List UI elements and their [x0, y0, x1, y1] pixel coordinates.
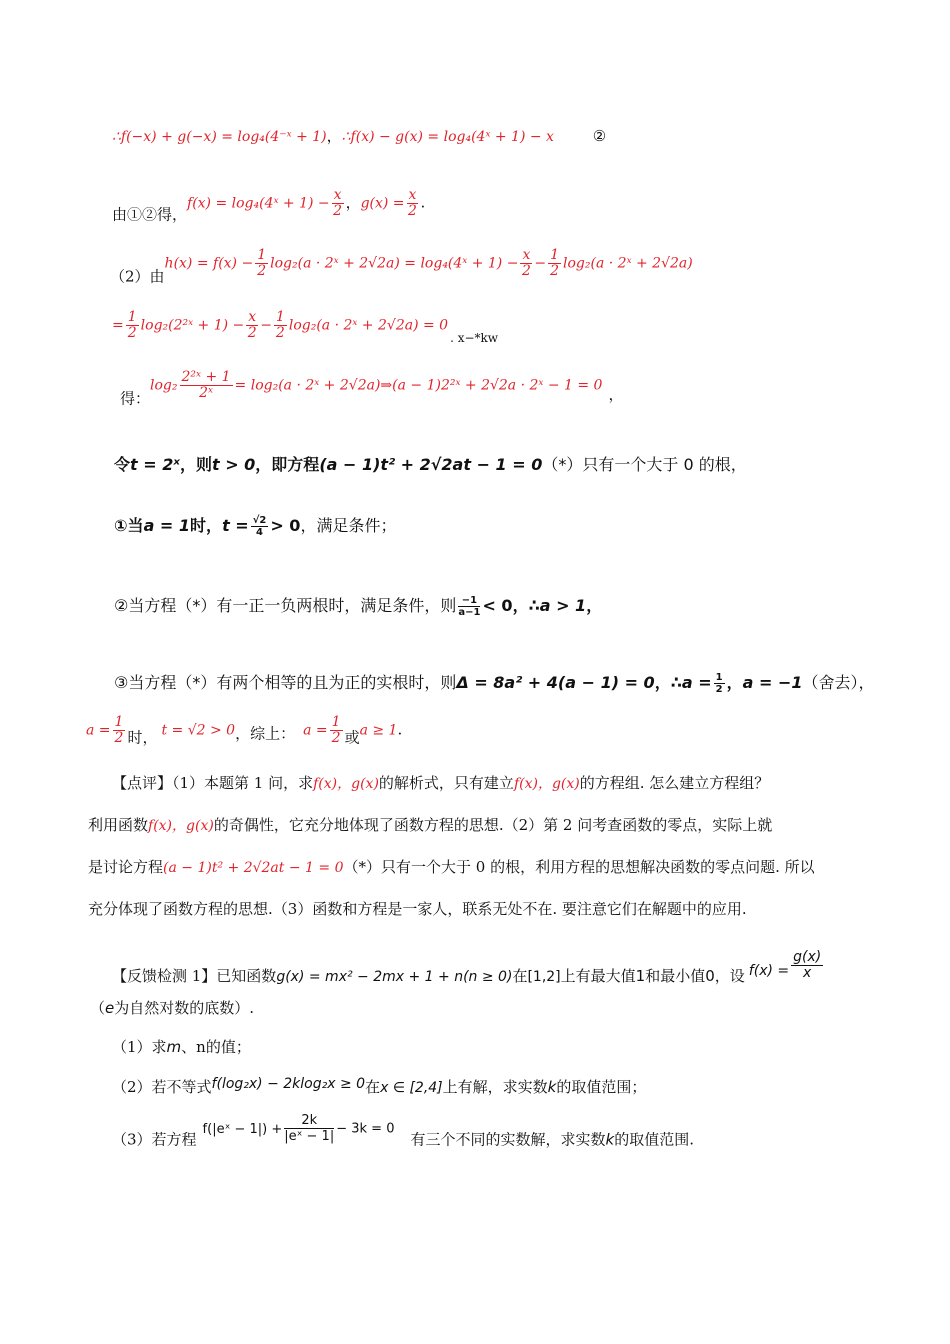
text: 上有解，求实数	[442, 1078, 548, 1096]
text: .	[397, 720, 403, 739]
stray-text: . x−*kw	[450, 330, 499, 345]
text: 和最小值	[645, 967, 706, 985]
text: ，即方程	[255, 455, 320, 474]
text: 是讨论方程	[88, 858, 164, 876]
text: 的方程组. 怎么建立方程组？	[579, 774, 770, 792]
text: 的奇偶性，它充分地体现了函数方程的思想.（2）第 2 问考查函数的零点，实际上就	[213, 816, 773, 834]
math-eq: a =	[681, 673, 712, 692]
text: 时，	[127, 728, 158, 747]
math-eq: log₂	[150, 377, 178, 394]
fraction: $\frac{x}{2}$	[247, 309, 257, 341]
question-line-5	[112, 1113, 694, 1150]
math-eq: f(x)，g(x)	[148, 818, 214, 834]
text: 有三个不同的实数解，求实数	[410, 1130, 606, 1149]
math-eq: f(x) =	[748, 963, 790, 979]
equation-line-3	[110, 248, 693, 287]
text: 令	[114, 455, 131, 474]
text: （*）只有一个大于 0 的根，利用方程的思想解决函数的零点问题. 所以	[343, 858, 815, 876]
circled-mark: ②	[592, 127, 607, 145]
question-line-4	[112, 1074, 646, 1098]
math-eq: 1	[635, 967, 646, 985]
math-eq: log₂(a · 2ˣ + 2√2a) = log₄(4ˣ + 1) −	[270, 255, 519, 272]
text: 的解析式，只有建立	[378, 774, 514, 792]
fraction: $\frac{x}{2}$	[333, 187, 343, 219]
math-eq: 0	[705, 967, 715, 985]
text: 得：	[120, 389, 151, 408]
equation-line-4	[112, 310, 498, 348]
math-eq: Δ = 8a² + 4(a − 1) = 0	[456, 673, 655, 692]
text: （2）由	[110, 267, 165, 286]
text: ，	[608, 385, 624, 404]
math-eq: x ∈ [2,4]	[380, 1080, 443, 1096]
math-eq: a = 1	[143, 516, 191, 535]
text: ，∴	[512, 596, 540, 615]
equation-line-5	[120, 370, 623, 409]
text-line-7	[114, 515, 396, 538]
text: ，设	[714, 967, 745, 985]
text: .	[420, 193, 426, 212]
math-eq: g(x) =	[360, 195, 405, 212]
equation-line-1	[112, 126, 606, 147]
text: （舍去），	[802, 673, 875, 692]
text: ，∴	[654, 673, 682, 692]
text: （	[90, 999, 106, 1017]
fraction: $\frac{1}{2}$	[127, 309, 137, 341]
math-eq: f(x) = log₄(4ˣ + 1) −	[187, 195, 330, 212]
fraction: $\frac{1}{2}$	[257, 247, 267, 279]
math-eq: < 0	[482, 596, 513, 615]
text: 利用函数	[88, 816, 149, 834]
math-eq: f(x)，g(x)	[313, 776, 379, 792]
text: ，	[326, 127, 342, 145]
text: （1）求	[112, 1038, 167, 1056]
fraction: $\frac{√2}{4}$	[252, 515, 267, 538]
text: （2）若不等式	[112, 1078, 212, 1096]
text: ，	[726, 673, 743, 692]
text: 、n的值；	[181, 1038, 251, 1056]
math-eq: (a − 1)t² + 2√2at − 1 = 0	[319, 455, 543, 474]
fraction: $\frac{1}{2}$	[331, 714, 341, 746]
text: ，综上：	[235, 724, 296, 743]
math-eq: ∴f(−x) + g(−x) = log₄(4⁻ˣ + 1)	[112, 129, 327, 145]
text: ③当方程（*）有两个相等的且为正的实根时，则	[114, 673, 457, 692]
text-line-6	[114, 455, 747, 475]
text: ②当方程（*）有一正一负两根时，满足条件，则	[114, 596, 457, 615]
math-eq: (a − 1)t² + 2√2at − 1 = 0	[163, 860, 344, 876]
question-line-2	[90, 998, 254, 1018]
fraction: $\frac{g(x)}{x}$	[793, 949, 822, 981]
text: （*）只有一个大于 0 的根，	[542, 455, 747, 474]
comment-line-3	[88, 857, 815, 878]
comment-line-4	[88, 899, 747, 919]
text: 为自然对数的底数）.	[114, 999, 255, 1017]
text: 【点评】（1）本题第 1 问，求	[112, 774, 314, 792]
math-eq: =	[112, 317, 124, 334]
fraction: $\frac{x}{2}$	[408, 187, 417, 219]
text: ，	[586, 596, 603, 615]
text: 的取值范围.	[614, 1130, 694, 1149]
math-eq: log₂(a · 2ˣ + 2√2a) = 0	[288, 317, 449, 334]
fraction: $\frac{-1}{a-1}$	[458, 595, 481, 618]
text: 充分体现了函数方程的思想.（3）函数和方程是一家人，联系无处不在. 要注意它们在解题中的应用.	[88, 900, 747, 918]
text: ，	[345, 193, 361, 212]
math-eq: a = −1	[742, 673, 803, 692]
math-eq: log₂(a · 2ˣ + 2√2a)	[563, 255, 693, 272]
comment-line-1	[112, 773, 769, 794]
math-eq: f(log₂x) − 2klog₂x ≥ 0	[211, 1076, 366, 1092]
text: 在	[512, 967, 528, 985]
text: （3）若方程	[112, 1130, 197, 1149]
math-eq: = log₂(a · 2ˣ + 2√2a)⇒(a − 1)2²ˣ + 2√2a · 2ˣ − 1 = 0	[234, 377, 603, 394]
fraction: $\frac{1}{2}$	[114, 714, 124, 746]
equation-line-2	[112, 188, 425, 225]
math-var: m	[166, 1038, 182, 1056]
math-eq: t > 0	[211, 455, 256, 474]
math-eq: f(|eˣ − 1|) +	[202, 1121, 283, 1137]
math-eq: −	[534, 255, 547, 272]
fraction: $\frac{2k}{\text{|eˣ − 1|}}$	[284, 1113, 335, 1144]
math-eq: a =	[303, 722, 328, 739]
text: 或	[344, 728, 360, 747]
text: 上有最大值	[560, 967, 636, 985]
equation-line-10	[86, 715, 402, 748]
text-line-9	[114, 672, 875, 695]
math-eq: a =	[86, 722, 111, 739]
math-eq: t = 2ˣ	[130, 455, 180, 474]
math-eq: a ≥ 1	[359, 722, 398, 739]
text: 的取值范围；	[556, 1078, 647, 1096]
text: ，满足条件；	[300, 516, 397, 535]
math-eq: f(x)，g(x)	[513, 776, 580, 792]
text: 在	[365, 1078, 381, 1096]
text: 【反馈检测 1】已知函数	[112, 967, 277, 985]
fraction: $\frac{x}{2}$	[521, 247, 531, 279]
math-eq: ∴f(x) − g(x) = log₄(4ˣ + 1) − x	[341, 129, 554, 145]
fraction: $\frac{1}{2}$	[550, 247, 560, 279]
math-eq: [1,2]	[527, 969, 561, 985]
text-line-8	[114, 595, 602, 618]
math-eq: −	[260, 317, 272, 334]
math-eq: a > 1	[539, 596, 587, 615]
question-line-1	[112, 950, 825, 987]
math-eq: − 3k = 0	[336, 1121, 395, 1137]
math-var: e	[105, 999, 115, 1017]
math-eq: t = √2 > 0	[161, 722, 236, 739]
math-eq: > 0	[270, 516, 301, 535]
text: 时，	[190, 516, 223, 535]
math-var: k	[605, 1130, 615, 1149]
comment-line-2	[88, 815, 772, 836]
fraction: $\frac{1}{2}$	[715, 672, 723, 695]
question-line-3	[112, 1037, 251, 1057]
fraction: $\frac{\text{2²ˣ + 1}}{\text{2ˣ}}$	[181, 369, 231, 401]
math-eq: log₂(2²ˣ + 1) −	[140, 317, 245, 334]
text: 由①②得，	[112, 205, 188, 224]
math-eq: t =	[222, 516, 249, 535]
math-eq: g(x) = mx² − 2mx + 1 + n(n ≥ 0)	[276, 969, 513, 985]
text: ①当	[114, 516, 144, 535]
math-var: k	[547, 1078, 557, 1096]
text: ，则	[179, 455, 212, 474]
fraction: $\frac{1}{2}$	[275, 309, 285, 341]
math-eq: h(x) = f(x) −	[164, 255, 254, 272]
